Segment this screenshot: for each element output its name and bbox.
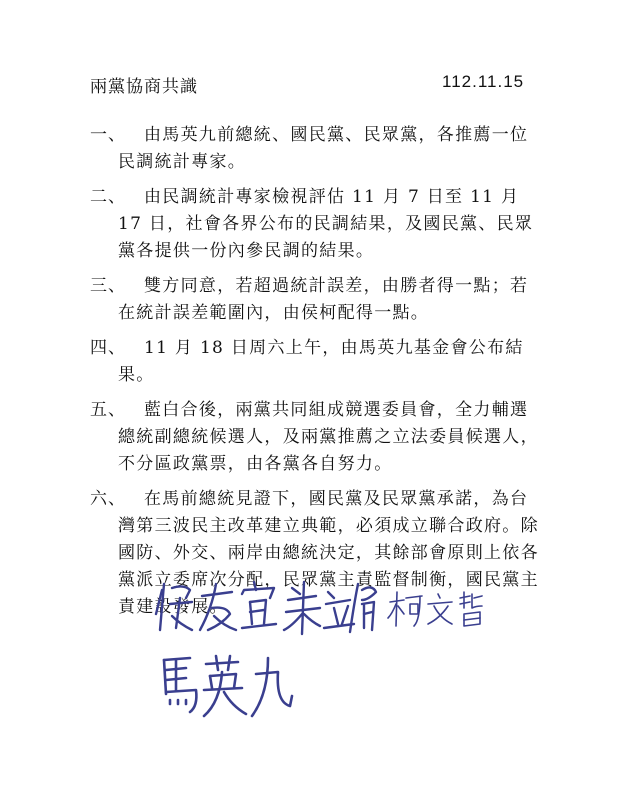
signature-2 xyxy=(386,586,486,634)
clause-text: 在馬前總統見證下，國民黨及民眾黨承諾，為台灣第三波民主改革建立典範，必須成立聯合政府。除國防、外交、兩岸由總統決定，其餘部會原則上依各黨派立委席次分配，民眾黨主責監督制衡，國民黨主責建設發展。 xyxy=(118,489,539,617)
clause-text: 11 月 18 日周六上午，由馬英九基金會公布結果。 xyxy=(118,338,524,385)
signature-3 xyxy=(156,650,296,730)
clause-4 xyxy=(90,335,540,389)
clause-number: 三、 xyxy=(90,276,126,296)
clause-number: 五、 xyxy=(90,400,126,420)
document-date: 112.11.15 xyxy=(442,72,525,91)
clause-number: 二、 xyxy=(90,187,126,207)
clause-text: 由民調統計專家檢視評估 11 月 7 日至 11 月 17 日，社會各界公布的民調結果，及國民黨、民眾黨各提供一份內參民調的結果。 xyxy=(118,187,534,261)
clause-number: 六、 xyxy=(90,489,126,509)
clause-3 xyxy=(90,273,540,327)
clause-list xyxy=(90,122,540,629)
clause-number: 一、 xyxy=(90,125,126,145)
signature-1 xyxy=(150,570,380,650)
signature-block xyxy=(150,570,510,730)
clause-number: 四、 xyxy=(90,338,126,358)
clause-5 xyxy=(90,397,540,478)
clause-text: 雙方同意，若超過統計誤差，由勝者得一點；若在統計誤差範圍內，由侯柯配得一點。 xyxy=(118,276,529,323)
document-title: 兩黨協商共識 xyxy=(90,77,198,97)
clause-2 xyxy=(90,184,540,265)
clause-1 xyxy=(90,122,540,176)
clause-text: 藍白合後，兩黨共同組成競選委員會，全力輔選總統副總統候選人，及兩黨推薦之立法委員候選人，不分區政黨票，由各黨各自努力。 xyxy=(118,400,539,474)
clause-text: 由馬英九前總統、國民黨、民眾黨，各推薦一位民調統計專家。 xyxy=(118,125,529,172)
